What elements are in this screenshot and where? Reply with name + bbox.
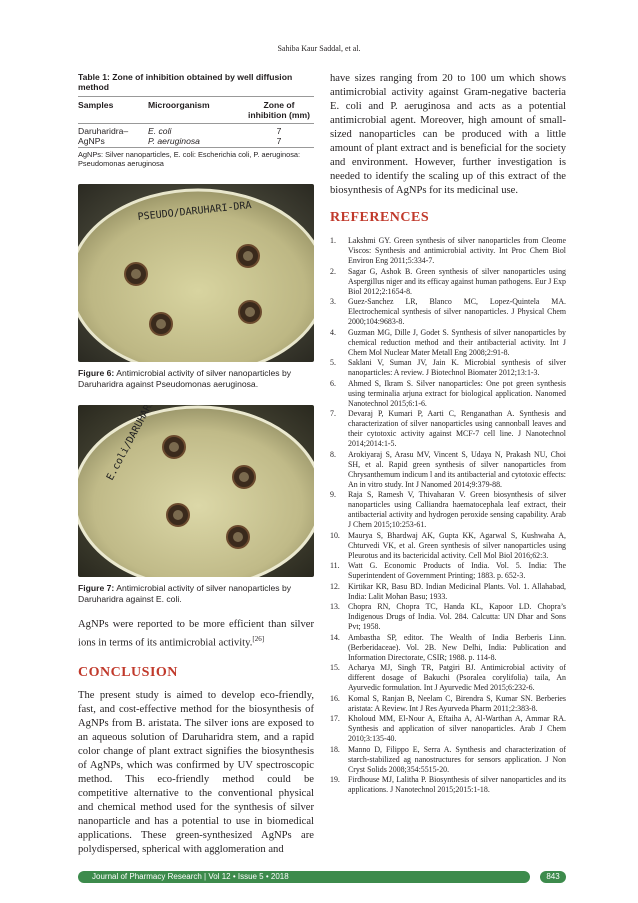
cell-organism: P. aeruginosa — [148, 136, 200, 146]
col-header-samples: Samples — [78, 97, 148, 124]
figure-6-text: Antimicrobial activity of silver nanoparticles by Daruharidra against Pseudomonas aeruginosa. — [78, 368, 292, 389]
reference-item — [330, 602, 566, 632]
reference-text: Firdhouse MJ, Lalitha P. Biosynthesis of silver nanoparticles and its applications. J Nanotechnol 2015;2015:1-18. — [348, 775, 566, 794]
cell-zone: 7 — [276, 126, 282, 136]
reference-item — [330, 561, 566, 581]
left-column — [78, 72, 314, 857]
reference-number: 2. — [330, 266, 336, 276]
reference-item — [330, 775, 566, 795]
left-paragraph — [78, 618, 314, 651]
running-head: Sahiba Kaur Saddal, et al. — [277, 44, 361, 53]
table-caption: Table 1: Zone of inhibition obtained by well diffusion method — [78, 72, 293, 92]
reference-text: Acharya MJ, Singh TR, Patgiri BJ. Antimicrobial activity of different dosage of Bakuchi (Psoralea corylifolia) taila, An Ayurvedic formulation. Int J Ayurvedic Med 2015;6:232-6. — [348, 663, 566, 692]
left-paragraph-text: AgNPs were reported to be more efficient than silver ions in terms of its antimicrobial activity. — [78, 619, 314, 649]
reference-text: Kholoud MM, El-Nour A, Eftaiha A, Al-Warthan A, Ammar RA. Synthesis and application of silver nanoparticles. Arab J Chem 2010;3:135-40. — [348, 714, 566, 743]
reference-number: 18. — [330, 744, 340, 754]
reference-number: 10. — [330, 530, 340, 540]
reference-number: 13. — [330, 602, 340, 611]
reference-text: Guez-Sanchez LR, Blanco MC, Lopez-Quintela MA. Electrochemical synthesis of silver nanoparticles. J Physical Chem 2000;104:9683-8. — [348, 297, 566, 326]
reference-item — [330, 490, 566, 530]
right-paragraph: have sizes ranging from 20 to 100 um which shows antimicrobial activity against Gram-negative bacteria E. coli and P. aeruginosa and acts as a potential antimicrobial agent. Moreover, high amount of small-sized nanoparticles can be produced with a little amount of plant extract and is beneficial for the society and environment. However, further investigation is needed to identify the scaling up of this extract of the biosynthesis of AgNPs for its medicinal use. — [330, 73, 566, 196]
reference-text: Saklani V, Suman JV, Jain K. Microbial synthesis of silver nanoparticles: A review. J Biotechnol Biomater 2012;13:1-3. — [348, 358, 566, 377]
references-heading: REFERENCES — [330, 210, 430, 225]
reference-item — [330, 714, 566, 744]
reference-item — [330, 379, 566, 409]
figure-6-caption — [78, 368, 314, 389]
reference-list — [330, 236, 566, 795]
reference-text: Komal S, Ranjan B, Neelam C, Birendra S, Kumar SN. Berberies aristata: A Review. Int J Res Ayurveda Pharm 2011;2:383-8. — [348, 693, 566, 713]
col-header-zone: Zone of inhibition (mm) — [244, 97, 314, 124]
reference-item — [330, 633, 566, 663]
cell-sample: Daruharidra–AgNPs — [78, 124, 148, 148]
reference-text: Arokiyaraj S, Arasu MV, Vincent S, Udaya N, Prakash NU, Choi SH, et al. Rapid green synthesis of silver nanoparticles from Chrysanthemum indicum l and its antibacterial and cytotoxic effects: An in vitro study. Int J Nanomed 2014;9:379-88. — [348, 449, 566, 489]
reference-text: Raja S, Ramesh V, Thivaharan V. Green biosynthesis of silver nanoparticles using Calliandra haematocephala leaf extract, their antibacterial activity and hydrogen peroxide sensing capability. Arab J Chem 2015;10:253-61. — [348, 490, 566, 529]
reference-number: 11. — [330, 561, 340, 570]
figure-6-plate-photo — [78, 184, 314, 362]
reference-number: 8. — [330, 449, 336, 459]
journal-footer: Journal of Pharmacy Research | Vol 12 • Issue 5 • 2018 — [92, 872, 289, 881]
reference-text: Chopra RN, Chopra TC, Handa KL, Kapoor LD. Chopra’s Indigenous Drugs of India. Vol. 284. Calcutta: UN Dhar and Sons Pvt; 1958. — [348, 602, 566, 631]
conclusion-heading: CONCLUSION — [78, 664, 178, 680]
reference-text: Watt G. Economic Products of India. Vol. 5. India: The Superintendent of Government Printing; 1883. p. 652-3. — [348, 561, 566, 580]
right-column — [330, 72, 566, 796]
figure-6-label: Figure 6: — [78, 368, 115, 378]
reference-number: 4. — [330, 327, 336, 337]
reference-item — [330, 328, 566, 358]
reference-item — [330, 409, 566, 449]
conclusion-text: The present study is aimed to develop eco-friendly, fast, and cost-effective method for the biosynthesis of AgNPs from B. aristata. The silver ions are exposed to an aqueous solution of Daruharidra stem, and a rapid color change of plant extract signifies the biosynthesis of AgNPs, which was confirmed by UV spectroscopic method. This eco-friendly method could be competitive alternative to the conventional physical and chemical method used for the synthesis of silver nanoparticle and has a potential to use in biomedical applications. These green-synthesized AgNPs are polydispersed, spherical with agglomeration and — [78, 689, 314, 855]
footer — [78, 871, 566, 883]
reference-text: Ahmed S, Ikram S. Silver nanoparticles: One pot green synthesis using terminalia arjuna extract for biological application. Nanomed Nanotechnol 2015;6:1-6. — [348, 378, 566, 408]
reference-number: 9. — [330, 490, 336, 499]
reference-text: Lakshmi GY. Green synthesis of silver nanoparticles from Cleome Viscos: Synthesis and antimicrobial activity. Int Proc Chem Biol Environ Eng 2011;5:334-7. — [348, 236, 566, 265]
reference-number: 5. — [330, 358, 336, 367]
reference-item — [330, 694, 566, 714]
table-row — [78, 124, 314, 148]
reference-item — [330, 531, 566, 561]
page-number: 843 — [540, 871, 566, 883]
reference-text: Manno D, Filippo E, Serra A. Synthesis and characterization of starch-stabilized ag nanostructures for sensors application. J Non Cryst Solids 2008;354:5515-20. — [348, 744, 566, 774]
reference-number: 7. — [330, 409, 336, 418]
reference-number: 14. — [330, 632, 340, 642]
reference-item — [330, 450, 566, 490]
citation: [26] — [252, 635, 265, 643]
figure-7-text: Antimicrobial activity of silver nanoparticles by Daruharidra against E. coli. — [78, 583, 292, 604]
table-footnote: AgNPs: Silver nanoparticles, E. coli: Escherichia coli, P. aeruginosa: Pseudomonas aeruginosa — [78, 150, 301, 168]
figure-7-plate-photo — [78, 405, 314, 577]
figure-7-label: Figure 7: — [78, 583, 115, 593]
reference-number: 1. — [330, 236, 336, 245]
reference-number: 19. — [330, 775, 340, 784]
reference-text: Guzman MG, Dille J, Godet S. Synthesis of silver nanoparticles by chemical reduction method and their antibacterial activity. Int J Chem Mol Nuclear Mater Metall Eng 2008;2:91-8. — [348, 327, 566, 357]
reference-item — [330, 267, 566, 297]
reference-text: Ambastha SP, editor. The Wealth of India Berberis Linn. (Berberidaceae). Vol. 2B. New Delhi, India: Publication and Information Directorate, CSIR; 1988. p. 114-8. — [348, 632, 566, 662]
plate-6-handwriting: PSEUDO/DARUHARI-DRA — [137, 200, 253, 223]
reference-text: Kirtikar KR, Basu BD. Indian Medicinal Plants. Vol. 1. Allahabad, India: Lalit Mohan Basu; 1933. — [348, 581, 566, 601]
reference-text: Devaraj P, Kumari P, Aarti C, Renganathan A. Synthesis and characterization of silver nanoparticles using cannonball leaves and their cytotoxic activity against MCF-7 cell line. J Nanotechnol 2014;2014:1-5. — [348, 409, 566, 448]
cell-organism: E. coli — [148, 126, 172, 136]
reference-number: 16. — [330, 693, 340, 703]
reference-number: 6. — [330, 378, 336, 388]
col-header-microorganism: Microorganism — [148, 97, 244, 124]
reference-item — [330, 297, 566, 327]
reference-number: 3. — [330, 297, 336, 306]
reference-item — [330, 358, 566, 378]
reference-item — [330, 236, 566, 266]
inhibition-table — [78, 96, 314, 148]
table-header-row — [78, 97, 314, 124]
reference-text: Sagar G, Ashok B. Green synthesis of silver nanoparticles using Aspergillus niger and its efficay against human pathogens. Eur J Exp Biol 2012;2:1654-8. — [348, 266, 566, 296]
reference-number: 12. — [330, 581, 340, 591]
cell-zone: 7 — [276, 136, 282, 146]
reference-text: Maurya S, Bhardwaj AK, Gupta KK, Agarwal S, Kushwaha A, Chturvedi VK, et al. Green synthesis of silver nanoparticles using Pleurotus and its bactericidal activity. Cell Mol Biol 2016;62:3. — [348, 530, 566, 560]
reference-item — [330, 663, 566, 693]
figure-7-caption — [78, 583, 314, 604]
reference-number: 17. — [330, 714, 340, 723]
reference-number: 15. — [330, 663, 340, 672]
reference-item — [330, 582, 566, 602]
reference-item — [330, 745, 566, 775]
